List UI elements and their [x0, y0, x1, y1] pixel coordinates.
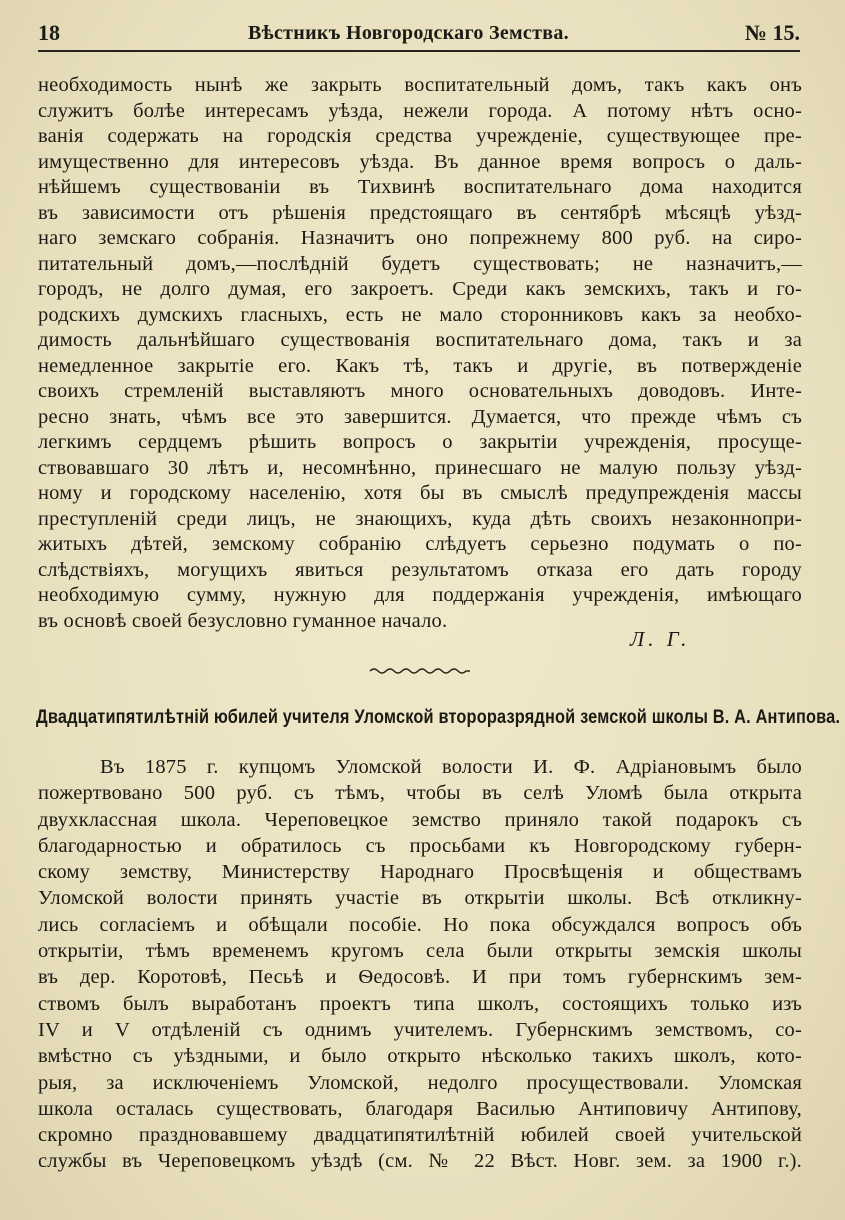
text-line: легкимъ сердцемъ рѣшить вопросъ о закрытіи учрежденія, просуще- — [38, 431, 802, 453]
text-line: служитъ болѣе интересамъ уѣзда, нежели города. А потому нѣтъ осно- — [38, 99, 802, 122]
text-line: школа осталась существовать, благодаря Василью Антиповичу Антипову, — [38, 1097, 802, 1120]
article-heading: Двадцатипятилѣтній юбилей учителя Уломской второразрядной земской школы В. А. Антипова. — [36, 707, 841, 728]
text-line: въ дер. Коротовѣ, Песьѣ и Ѳедосовѣ. И при томъ губернскимъ зем- — [38, 966, 802, 989]
text-line: имущественно для интересовъ уѣзда. Въ данное время вопросъ о даль- — [38, 150, 802, 173]
text-line: димость дальнѣйшаго существованія воспитательнаго дома, такъ и за — [38, 329, 802, 351]
article-body — [38, 754, 802, 1175]
text-line: ствовавшаго 30 лѣтъ и, несомнѣнно, принесшаго не малую пользу уѣзд- — [38, 456, 802, 479]
running-title: Вѣстникъ Новгородскаго Земства. — [248, 22, 569, 44]
text-line: рыя, за исключеніемъ Уломской, недолго просуществовали. Уломская — [38, 1071, 802, 1094]
text-line: Уломской волости принять участіе въ открытіи школы. Всѣ откликну- — [38, 887, 802, 910]
text-line: вмѣстно съ уѣздными, и было открыто нѣсколько такихъ школъ, кото- — [38, 1045, 802, 1068]
author-signature: Л. Г. — [630, 627, 691, 651]
text-line: преступленій среди лицъ, не знающихъ, куда дѣть своихъ незаконнопри- — [38, 507, 802, 530]
text-line: открытіи, тѣмъ временемъ кругомъ села были открыты земскія школы — [38, 940, 802, 963]
text-line: ресно знать, чѣмъ все это завершится. Думается, что прежде чѣмъ съ — [38, 405, 802, 428]
text-line: благодарностью и обратилось съ просьбами къ Новгородскому губерн- — [38, 834, 802, 857]
text-line: необходимую сумму, нужную для поддержанія учрежденія, имѣющаго — [38, 584, 802, 606]
article-continuation — [38, 73, 802, 634]
text-line: двухклассная школа. Череповецкое земство приняло такой подарокъ съ — [38, 808, 802, 831]
text-line: службы въ Череповецкомъ уѣздѣ (см. № 22 Вѣст. Новг. зем. за 1900 г.). — [38, 1150, 802, 1173]
text-line: нѣйшемъ существованіи въ Тихвинѣ воспитательнаго дома находится — [38, 176, 802, 198]
text-line: наго земскаго собранія. Назначитъ оно попрежнему 800 руб. на сиро- — [38, 227, 802, 249]
text-line: въ основѣ своей безусловно гуманное начало. — [38, 609, 448, 632]
text-line: родскихъ думскихъ гласныхъ, есть не мало сторонниковъ какъ за необхо- — [38, 303, 802, 326]
page-header — [38, 16, 800, 52]
section-divider — [368, 664, 472, 676]
text-line: пожертвовано 500 руб. съ тѣмъ, чтобы въ селѣ Уломѣ была открыта — [38, 782, 802, 805]
text-line: IV и V отдѣленій съ однимъ учителемъ. Губернскимъ земствомъ, со- — [38, 1018, 802, 1041]
text-line: необходимость нынѣ же закрыть воспитательный домъ, такъ какъ онъ — [38, 74, 802, 96]
text-line: питательный домъ,—послѣдній будетъ существовать; не назначитъ,— — [38, 252, 802, 275]
page-number: 18 — [38, 20, 60, 45]
text-line: скому земству, Министерству Народнаго Просвѣщенія и обществамъ — [38, 861, 802, 884]
text-line: Въ 1875 г. купцомъ Уломской волости И. Ф. Адріановымъ было — [100, 756, 802, 778]
text-line: своихъ стремленій выставляютъ много основательныхъ доводовъ. Инте- — [38, 380, 802, 402]
text-line: немедленное закрытіе его. Какъ тѣ, такъ и другіе, въ потвержденіе — [38, 354, 802, 377]
text-line: слѣдствіяхъ, могущихъ явиться результатомъ отказа его дать городу — [38, 558, 802, 581]
text-line: лись согласіемъ и обѣщали пособіе. Но пока обсуждался вопросъ объ — [38, 913, 802, 936]
issue-number: № 15. — [744, 20, 800, 45]
text-line: житыхъ дѣтей, земскому собранію слѣдуетъ серьезно подумать о по- — [38, 533, 802, 555]
text-line: ному и городскому населенію, хотя бы въ смыслѣ предупрежденія массы — [38, 482, 802, 504]
text-line: ствомъ былъ выработанъ проектъ типа школъ, состоящихъ только изъ — [38, 992, 802, 1015]
text-line: скромно праздновавшему двадцатипятилѣтній юбилей своей учительской — [38, 1124, 802, 1147]
text-line: въ зависимости отъ рѣшенія предстоящаго въ сентябрѣ мѣсяцѣ уѣзд- — [38, 201, 802, 224]
text-line: ванія содержать на городскія средства учрежденіе, существующее пре- — [38, 125, 802, 147]
text-line: городъ, не долго думая, его закроетъ. Среди какъ земскихъ, такъ и го- — [38, 278, 802, 300]
